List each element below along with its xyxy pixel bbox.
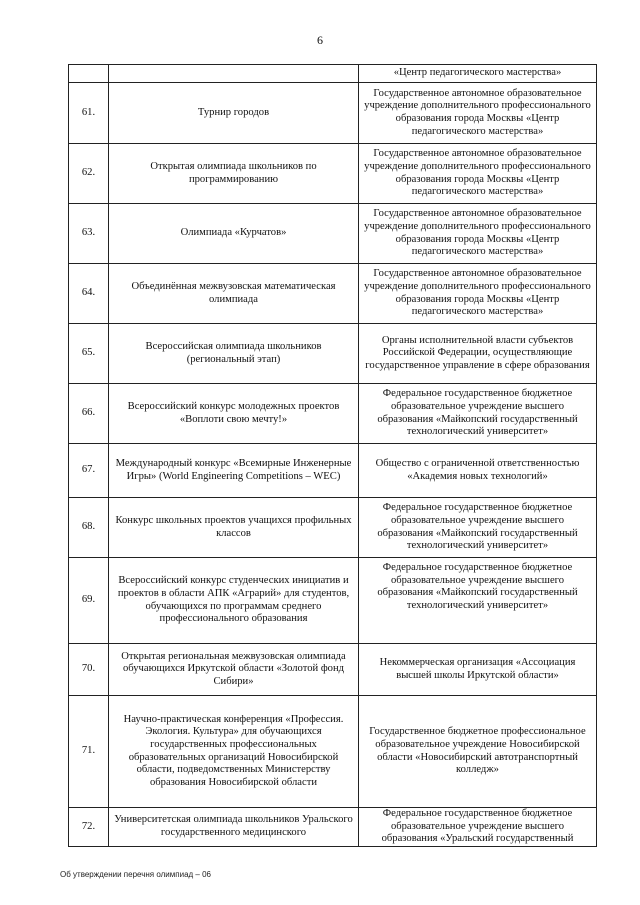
olympiad-name-cell: Международный конкурс «Всемирные Инженерные Игры» (World Engineering Competitions – WEC) [109, 444, 359, 498]
olympiad-name-cell: Всероссийский конкурс студенческих инициатив и проектов в области АПК «Аграрий» для студентов, обучающихся по программам среднего профессионального образования [109, 558, 359, 644]
organizer-cell: Органы исполнительной власти субъектов Российской Федерации, осуществляющие государственное управление в сфере образования [359, 324, 597, 384]
organizer-cell: Государственное автономное образовательное учреждение дополнительного профессионального образования города Москвы «Центр педагогического мастерства» [359, 204, 597, 264]
table-row [69, 444, 597, 498]
table-row [69, 644, 597, 696]
organizer-cell: Федеральное государственное бюджетное образовательное учреждение высшего образования «Майкопский государственный технологический университет» [359, 384, 597, 444]
olympiad-name-cell: Объединённая межвузовская математическая олимпиада [109, 264, 359, 324]
row-number-cell: 71. [69, 696, 109, 808]
table-row [69, 324, 597, 384]
organizer-cell: Федеральное государственное бюджетное образовательное учреждение высшего образования «Уральский государственный [359, 808, 597, 847]
olympiad-name-cell [109, 65, 359, 83]
organizer-cell: Федеральное государственное бюджетное образовательное учреждение высшего образования «Майкопский государственный технологический университет» [359, 498, 597, 558]
organizer-cell: Государственное автономное образовательное учреждение дополнительного профессионального образования города Москвы «Центр педагогического мастерства» [359, 83, 597, 144]
row-number-cell: 72. [69, 808, 109, 847]
table-row [69, 808, 597, 847]
table-row [69, 558, 597, 644]
organizer-cell: Государственное автономное образовательное учреждение дополнительного профессионального образования города Москвы «Центр педагогического мастерства» [359, 144, 597, 204]
olympiad-name-cell: Всероссийский конкурс молодежных проектов «Воплоти свою мечту!» [109, 384, 359, 444]
organizer-cell: Государственное автономное образовательное учреждение дополнительного профессионального образования города Москвы «Центр педагогического мастерства» [359, 264, 597, 324]
olympiad-name-cell: Университетская олимпиада школьников Уральского государственного медицинского [109, 808, 359, 847]
organizer-cell: Общество с ограниченной ответственностью «Академия новых технологий» [359, 444, 597, 498]
table-row [69, 696, 597, 808]
table-row [69, 144, 597, 204]
row-number-cell: 61. [69, 83, 109, 144]
olympiad-name-cell: Олимпиада «Курчатов» [109, 204, 359, 264]
row-number-cell: 64. [69, 264, 109, 324]
row-number-cell: 65. [69, 324, 109, 384]
organizer-cell: Федеральное государственное бюджетное образовательное учреждение высшего образования «Майкопский государственный технологический университет» [359, 558, 597, 644]
table-row [69, 83, 597, 144]
row-number-cell: 66. [69, 384, 109, 444]
organizer-cell: «Центр педагогического мастерства» [359, 65, 597, 83]
olympiad-name-cell: Научно-практическая конференция «Профессия. Экология. Культура» для обучающихся государственных профессиональных образовательных организаций Новосибирской области, подведомственных Министерству образования Новосибирской области [109, 696, 359, 808]
row-number-cell: 69. [69, 558, 109, 644]
olympiad-name-cell: Открытая региональная межвузовская олимпиада обучающихся Иркутской области «Золотой фонд Сибири» [109, 644, 359, 696]
table-row [69, 204, 597, 264]
page-number: 6 [317, 33, 323, 47]
row-number-cell [69, 65, 109, 83]
organizer-cell: Государственное бюджетное профессиональное образовательное учреждение Новосибирской области «Новосибирский автотранспортный колледж» [359, 696, 597, 808]
row-number-cell: 63. [69, 204, 109, 264]
footer-note: Об утверждении перечня олимпиад – 06 [60, 870, 211, 879]
olympiad-name-cell: Турнир городов [109, 83, 359, 144]
row-number-cell: 68. [69, 498, 109, 558]
row-number-cell: 67. [69, 444, 109, 498]
olympiad-table [68, 64, 597, 847]
table-row [69, 264, 597, 324]
row-number-cell: 70. [69, 644, 109, 696]
row-number-cell: 62. [69, 144, 109, 204]
organizer-cell: Некоммерческая организация «Ассоциация высшей школы Иркутской области» [359, 644, 597, 696]
olympiad-name-cell: Всероссийская олимпиада школьников (региональный этап) [109, 324, 359, 384]
table-row [69, 384, 597, 444]
olympiad-name-cell: Конкурс школьных проектов учащихся профильных классов [109, 498, 359, 558]
olympiad-name-cell: Открытая олимпиада школьников по программированию [109, 144, 359, 204]
table-row [69, 498, 597, 558]
table-row [69, 65, 597, 83]
